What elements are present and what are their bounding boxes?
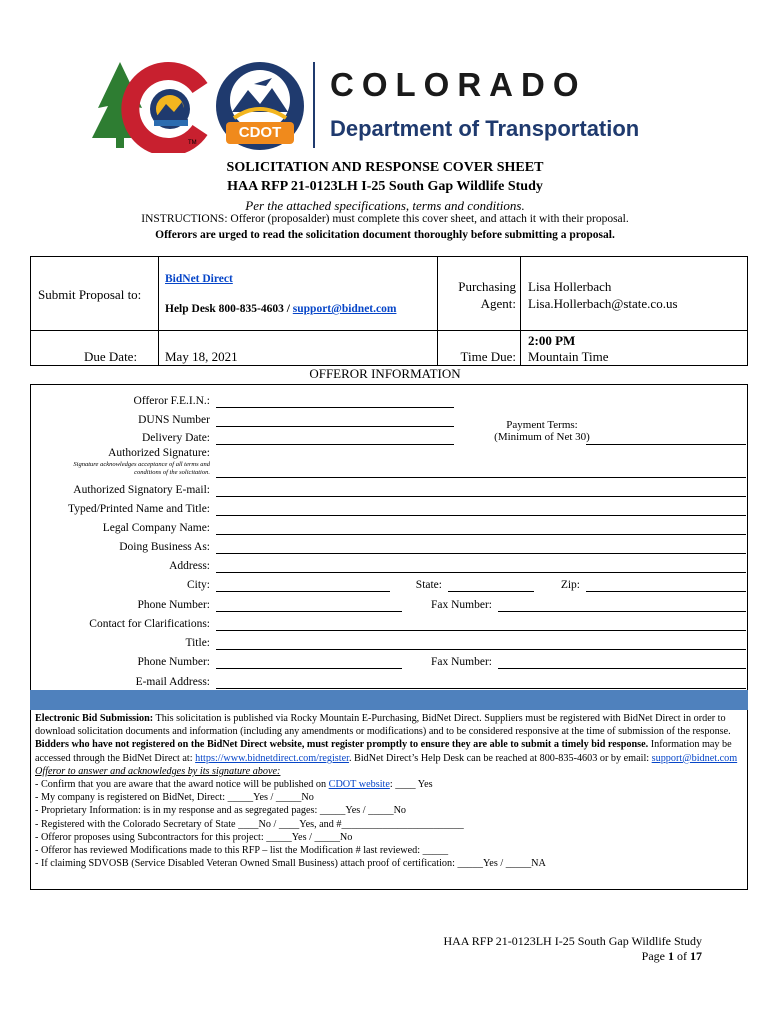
ebid-item-1: [35, 778, 741, 791]
fax2-label: Fax Number:: [430, 656, 492, 668]
payment-terms-label: Payment Terms:: [506, 419, 578, 431]
ebid-item-5: - Offeror proposes using Subcontractors for this project: _____Yes / _____No: [35, 831, 353, 843]
state-input[interactable]: [448, 591, 534, 592]
time-due-2: Mountain Time: [528, 349, 609, 364]
time-due-label: Time Due:: [460, 349, 516, 364]
fax2-input[interactable]: [498, 668, 746, 669]
due-date-label: Due Date:: [84, 349, 138, 364]
page-of: of: [674, 949, 690, 963]
agent-email: Lisa.Hollerbach@state.co.us: [528, 296, 678, 311]
auth-sig-input[interactable]: [216, 477, 746, 478]
fax-input[interactable]: [498, 611, 746, 612]
submit-label: Submit Proposal to:: [38, 287, 142, 302]
contact-label: Contact for Clarifications:: [89, 618, 210, 630]
purchasing-label-1: Purchasing: [458, 279, 516, 294]
payment-terms-min: (Minimum of Net 30): [494, 431, 590, 443]
fax-label: Fax Number:: [430, 599, 492, 611]
logo-department-text: Department of Transportation: [330, 116, 640, 141]
delivery-label: Delivery Date:: [141, 432, 210, 444]
dba-input[interactable]: [216, 553, 746, 554]
sig-note-1: Signature acknowledges acceptance of all terms and: [73, 461, 210, 468]
ebid-p1d: . BidNet Direct’s Help Desk can be reached at 800-835-4603 or by email:: [348, 752, 652, 764]
ebid-ack: Offeror to answer and acknowledges by its signature above:: [35, 765, 281, 777]
offeror-heading: OFFEROR INFORMATION: [309, 366, 461, 381]
phone-label: Phone Number:: [137, 599, 210, 611]
footer-title: HAA RFP 21-0123LH I-25 South Gap Wildlife Study: [443, 934, 702, 948]
ebid-text: [35, 712, 741, 870]
address-input[interactable]: [216, 572, 746, 573]
cdot-website-link[interactable]: CDOT website: [328, 779, 390, 791]
city-input[interactable]: [216, 591, 390, 592]
ebid-item-6: - Offeror has reviewed Modifications made to this RFP – list the Modification # last reviewed: _____: [35, 845, 449, 857]
title-label: Title:: [185, 637, 210, 649]
title-input[interactable]: [216, 649, 746, 650]
ebid-p1: This solicitation is published via Rocky Mountain E-Purchasing, BidNet Direct. Suppliers must be registered with BidNet Direct in order to download solicitation documents and information (including any amendments or modifications) and to be considered responsive at the time of submission of the response.: [35, 713, 731, 738]
zip-label: Zip:: [560, 579, 580, 591]
state-label: State:: [415, 579, 442, 591]
duns-input[interactable]: [216, 426, 454, 427]
fein-input[interactable]: [216, 407, 454, 408]
page-prefix: Page: [641, 949, 668, 963]
contact-input[interactable]: [216, 630, 746, 631]
ebid-item-7: - If claiming SDVOSB (Service Disabled Veteran Owned Small Business) attach proof of certification: _____Yes / _____NA: [35, 858, 546, 870]
payment-terms: [472, 419, 612, 443]
auth-email-input[interactable]: [216, 496, 746, 497]
helpdesk-email-link[interactable]: support@bidnet.com: [292, 303, 397, 315]
ebid-heading: Electronic Bid Submission:: [35, 713, 154, 724]
colorado-c-logo-icon: [88, 58, 218, 153]
instructions: INSTRUCTIONS: Offeror (proposalder) must complete this cover sheet, and attach it with their proposal.: [141, 213, 629, 225]
auth-email-label: Authorized Signatory E-mail:: [73, 484, 210, 496]
legal-name-input[interactable]: [216, 534, 746, 535]
title-italic: Per the attached specifications, terms and conditions.: [245, 198, 525, 213]
email-label: E-mail Address:: [135, 676, 210, 688]
logo-divider: [313, 62, 315, 148]
ebid-item-4: - Registered with the Colorado Secretary of State ____No / ____Yes, and #________________________: [35, 818, 464, 830]
payment-terms-input[interactable]: [586, 444, 746, 445]
ebid-item-1a: - Confirm that you are aware that the award notice will be published on: [35, 779, 329, 791]
cdot-text: CDOT: [238, 124, 282, 141]
city-label: City:: [186, 579, 210, 591]
title-line1: SOLICITATION AND RESPONSE COVER SHEET: [226, 160, 544, 175]
sig-note: [40, 461, 210, 477]
colorado-logo: [88, 58, 218, 153]
page-num: 1: [668, 949, 674, 963]
phone2-input[interactable]: [216, 668, 402, 669]
logo-colorado-text: COLORADO: [330, 66, 587, 103]
address-label: Address:: [169, 560, 210, 572]
phone2-label: Phone Number:: [137, 656, 210, 668]
delivery-input[interactable]: [216, 444, 454, 445]
zip-input[interactable]: [586, 591, 746, 592]
urge-text: Offerors are urged to read the solicitation document thoroughly before submitting a proposal.: [155, 229, 615, 241]
ebid-item-3: - Proprietary Information: is in my response and as segregated pages: _____Yes / _____No: [35, 805, 407, 817]
ebid-item-2: - My company is registered on BidNet, Direct: _____Yes / _____No: [35, 792, 314, 804]
page-total: 17: [690, 949, 702, 963]
helpdesk: [165, 303, 396, 315]
time-due-1: 2:00 PM: [528, 333, 576, 348]
bidnet-link[interactable]: BidNet Direct: [165, 273, 233, 285]
dba-label: Doing Business As:: [119, 541, 210, 553]
bidnet-register-link[interactable]: https://www.bidnetdirect.com/register: [195, 752, 349, 764]
fein-label: Offeror F.E.I.N.:: [133, 395, 210, 407]
footer-page: [642, 949, 702, 964]
cdot-logo: [214, 60, 306, 152]
sig-note-2: conditions of the solicitation.: [134, 469, 210, 476]
ebid-item-1b: : ____ Yes: [389, 779, 433, 791]
typed-name-label: Typed/Printed Name and Title:: [68, 503, 210, 515]
title-line2: HAA RFP 21-0123LH I-25 South Gap Wildlife Study: [227, 179, 543, 194]
blue-band: [30, 690, 748, 710]
tm-mark: TM: [188, 140, 197, 146]
auth-sig-label: Authorized Signature:: [108, 447, 210, 459]
ebid-p1b: Bidders who have not registered on the BidNet Direct website, must register promptly to ensure they are able to submit a timely bid response.: [35, 739, 649, 751]
legal-name-label: Legal Company Name:: [102, 522, 210, 534]
phone-input[interactable]: [216, 611, 402, 612]
ebid-p1c: Information may be accessed through the BidNet Direct at:: [35, 739, 732, 764]
duns-label: DUNS Number: [138, 414, 210, 426]
agent-name: Lisa Hollerbach: [528, 279, 612, 294]
ebid-paragraph: [35, 712, 741, 765]
typed-name-input[interactable]: [216, 515, 746, 516]
due-date: May 18, 2021: [165, 349, 238, 364]
purchasing-label: [440, 279, 516, 312]
helpdesk-text: Help Desk 800-835-4603 /: [165, 303, 293, 315]
purchasing-label-2: Agent:: [480, 296, 516, 311]
support-email-link[interactable]: support@bidnet.com: [651, 752, 738, 764]
email-input[interactable]: [216, 688, 746, 689]
